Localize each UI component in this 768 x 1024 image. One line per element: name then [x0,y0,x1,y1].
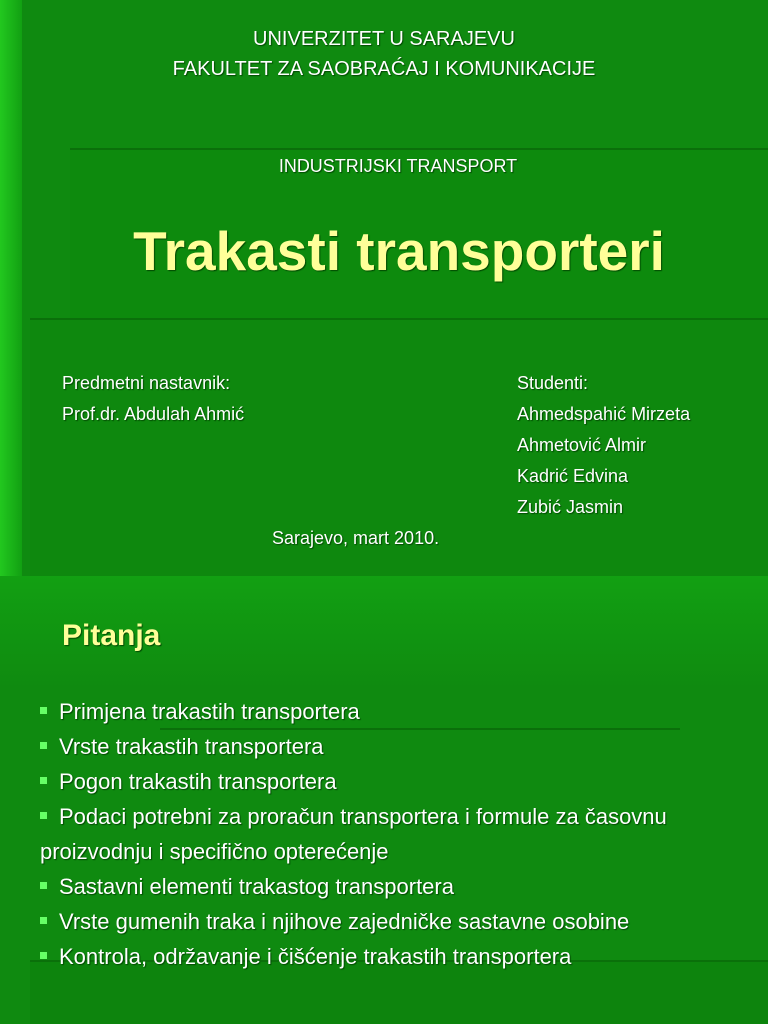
course-name: INDUSTRIJSKI TRANSPORT [278,156,518,176]
faculty-name: FAKULTET ZA SAOBRAĆAJ I KOMUNIKACIJE [172,58,596,80]
questions-slide [0,576,768,1024]
teacher-label: Predmetni nastavnik: [62,373,231,393]
list-item: Sastavni elementi trakastog transportera [40,869,740,904]
list-item: Podaci potrebni za proračun transportera i formule za časovnu proizvodnju i specifično opterećenje [40,804,667,864]
teacher-name: Prof.dr. Abdulah Ahmić [62,404,245,424]
section-heading: Pitanja [62,619,161,652]
square-bullet-icon [40,917,47,924]
student-name: Ahmetović Almir [517,435,647,455]
teacher-block [62,368,244,430]
university-name: UNIVERZITET U SARAJEVU [253,28,515,50]
list-item: Primjena trakastih transportera [40,694,740,729]
decor-left-bar [0,0,22,576]
square-bullet-icon [40,777,47,784]
questions-list [40,694,740,974]
list-item: Vrste gumenih traka i njihove zajedničke sastavne osobine [40,904,740,939]
slide-title: Trakasti transporteri [133,220,665,282]
students-block [517,368,690,523]
square-bullet-icon [40,882,47,889]
student-name: Ahmedspahić Mirzeta [517,404,691,424]
square-bullet-icon [40,707,47,714]
list-item: Vrste trakastih transportera [40,729,740,764]
square-bullet-icon [40,742,47,749]
student-name: Zubić Jasmin [517,497,624,517]
students-label: Studenti: [517,373,589,393]
student-name: Kadrić Edvina [517,466,629,486]
square-bullet-icon [40,952,47,959]
list-item: Pogon trakastih transportera [40,764,740,799]
list-item: Kontrola, održavanje i čišćenje trakastih transportera [40,939,740,974]
square-bullet-icon [40,812,47,819]
date-location: Sarajevo, mart 2010. [272,528,440,548]
